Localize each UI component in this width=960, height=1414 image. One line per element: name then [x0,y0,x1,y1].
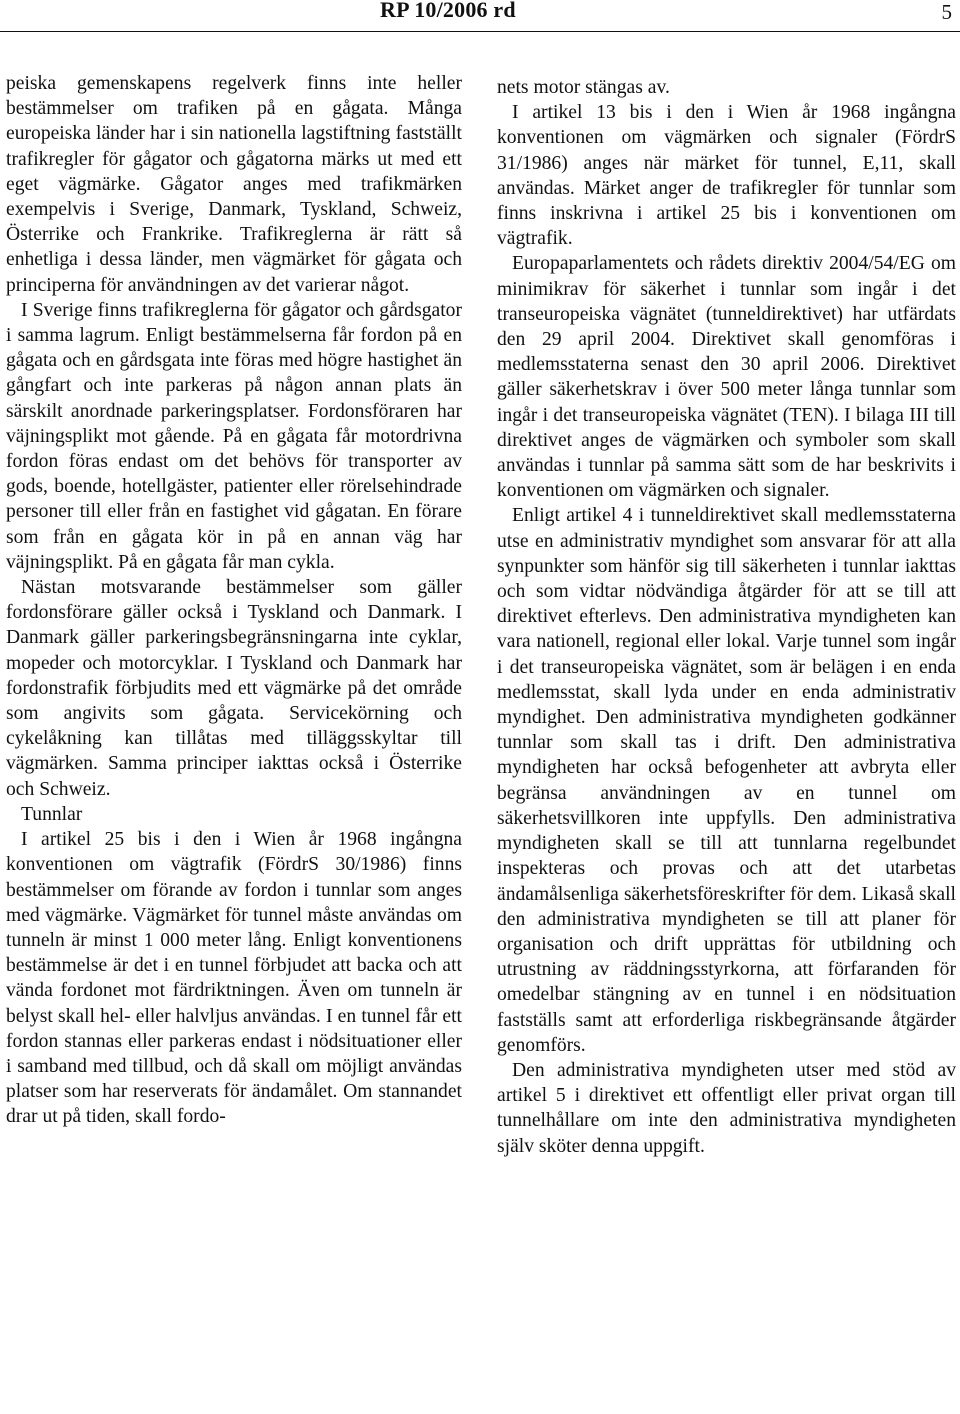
paragraph: Europaparlamentets och rådets direktiv 2004/54/EG om minimikrav för säkerhet i tunnlar som ingår i det transeuropeiska vägnätet (tunneldirektivet) har utfärdats den 29 april 2004. Direktivet skall genomföras i medlemsstaterna senast den 30 april 2006. Direktivet gäller säkerhetskrav i över 500 meter långa tunnlar som ingår i det transeuropeiska vägnätet (TEN). I bilaga III till direktivet anges de vägmärken och symboler som skall användas i tunnlar på samma sätt som de har beskrivits i konventionen om vägmärken och signaler. [497,253,956,502]
right-column [497,75,956,1159]
header-rule [0,31,960,32]
section-heading: Tunnlar [21,803,83,825]
document-id: RP 10/2006 rd [380,0,516,22]
page-header [0,0,960,36]
left-column [6,71,462,1130]
paragraph: I artikel 25 bis i den i Wien år 1968 ingångna konventionen om vägtrafik (FördrS 30/1986) finns bestämmelser om förande av fordon i tunnlar som anges med vägmärke. Vägmärket för tunnel måste användas om tunneln är minst 1 000 meter lång. Enligt konventionens bestämmelse är det i en tunnel förbjudet att backa och att vända fordonet mot färdriktningen. Även om tunneln är belyst skall hel- eller halvljus användas. I en tunnel får ett fordon stannas eller parkeras endast i nödsituationer eller i samband med tillbud, och då skall om möjligt användas platser som har reserverats för ändamålet. Om stannandet drar ut på tiden, skall fordo- [6,829,462,1128]
paragraph: peiska gemenskapens regelverk finns inte heller bestämmelser om trafiken på en gågata. Många europeiska länder har i sin nationella lagstiftning fastställt trafikregler för gågator och gågatorna märks ut med ett eget vägmärke. Gågator anges med trafikmärken exempelvis i Sverige, Danmark, Tyskland, Schweiz, Österrike och Frankrike. Trafikreglerna är rätt så enhetliga i dessa länder, men vägmärket för gågata och principerna för användningen av det varierar något. [6,73,462,296]
paragraph: nets motor stängas av. [497,77,670,98]
page-number: 5 [941,0,952,24]
paragraph: I artikel 13 bis i den i Wien år 1968 ingångna konventionen om vägmärken och signaler (FördrS 31/1986) anges när märket för tunnel, E,11, skall användas. Märket anger de trafikregler för tunnlar som finns inskrivna i artikel 25 bis i konventionen om vägtrafik. [497,102,956,250]
paragraph: Den administrativa myndigheten utser med stöd av artikel 5 i direktivet ett offentligt eller privat organ till tunnelhållare om inte den administrativa myndigheten själv sköter denna uppgift. [497,1059,956,1157]
paragraph: Enligt artikel 4 i tunneldirektivet skall medlemsstaterna utse en administrativ myndighet som ansvarar för att alla synpunkter som hänför sig till säkerheten i tunnlar iakttas och som vidtar nödvändiga åtgärder för att se till att direktivet efterlevs. Den administrativa myndigheten kan vara nationell, regional eller lokal. Varje tunnel som ingår i det transeuropeiska vägnätet, som är belägen i en enda medlemsstat, skall lyda under en enda administrativ myndighet. Den administrativa myndigheten godkänner tunnlar som skall tas i drift. Den administrativa myndigheten har också befogenheter att avbryta eller begränsa användningen av en tunnel om säkerhetsvillkoren inte uppfylls. Den administrativa myndigheten skall se till att tunnlarna regelbundet inspekteras och provas och att det utarbetas ändamålsenliga säkerhetsföreskrifter för dem. Likaså skall den administrativa myndigheten se till att planer för organisation och drift upprättas för utbildning och utrustning av räddningsstyrkorna, att förfaranden för omedelbar stängning av en tunnel i en nödsituation fastställs samt att erforderliga riskbegränsande åtgärder genomförs. [497,505,956,1056]
paragraph: I Sverige finns trafikreglerna för gågator och gårdsgator i samma lagrum. Enligt bestämmelserna får fordon på en gågata och en gårdsgata inte föras med högre hastighet än gångfart och inte parkeras på någon annan plats än särskilt anordnade parkeringsplatser. Fordonsföraren har väjningsplikt mot gående. På en gågata får motordrivna fordon föras endast om det behövs för transporter av gods, boende, hotellgäster, patienter eller rörelsehindrade personer till eller från en fastighet vid gågatan. En förare som från en gågata kör in på en annan väg har väjningsplikt. På en gågata får man cykla. [6,299,462,573]
paragraph: Nästan motsvarande bestämmelser som gäller fordonsförare gäller också i Tyskland och Danmark. I Danmark gäller parkeringsbegränsningarna inte cyklar, mopeder och motorcyklar. I Tyskland och Danmark har fordonstrafik förbjudits med ett vägmärke på det område som angivits som gågata. Servicekörning och cykelåkning kan tillåtas med tilläggsskyltar till vägmärken. Samma principer iakttas också i Österrike och Schweiz. [6,577,462,800]
